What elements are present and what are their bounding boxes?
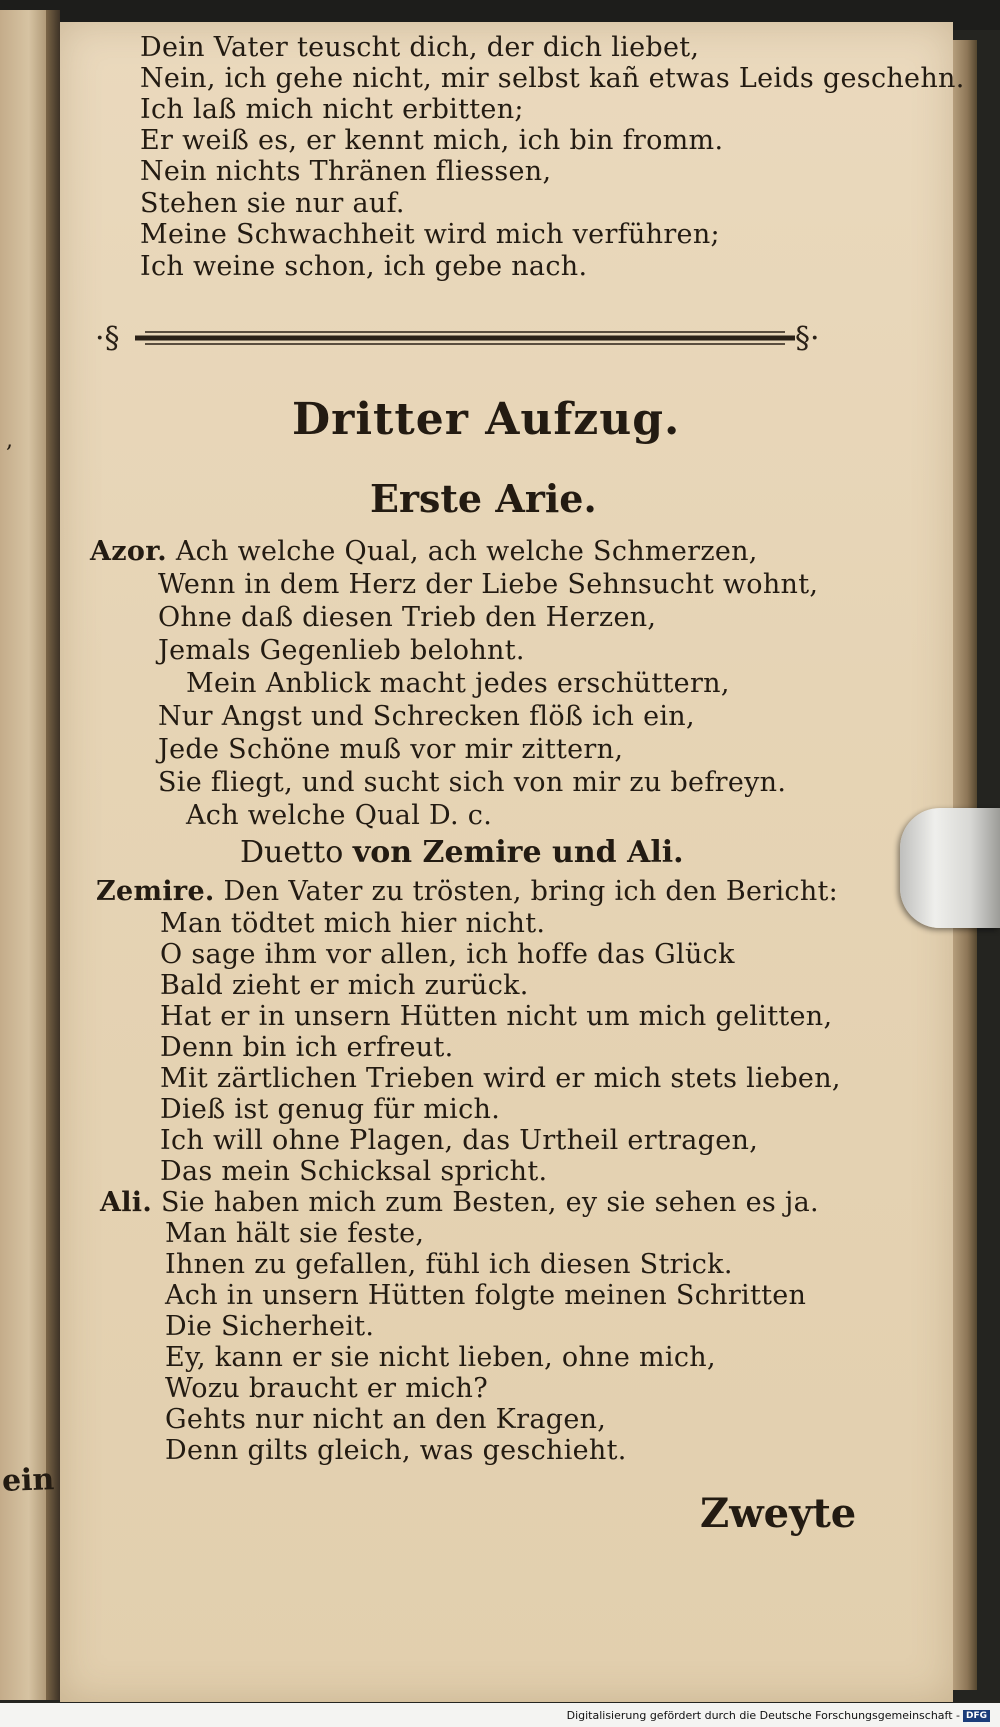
duetto-line: Das mein Schicksal spricht.: [160, 1156, 548, 1187]
speaker-zemire: Zemire.: [96, 876, 215, 907]
duetto-line: Denn gilts gleich, was geschieht.: [165, 1435, 627, 1466]
left-page-mark: ,: [6, 428, 13, 453]
aria-line: Wenn in dem Herz der Liebe Sehnsucht wohnt,: [158, 569, 819, 600]
verse-line: Ich weine schon, ich gebe nach.: [140, 251, 588, 282]
act-title: Dritter Aufzug.: [292, 394, 681, 445]
verse-line: Stehen sie nur auf.: [140, 188, 405, 219]
footer-credit: Digitalisierung gefördert durch die Deutsche Forschungsgemeinschaft -: [566, 1709, 960, 1722]
svg-text:·§: ·§: [95, 321, 120, 356]
verse-line: Dein Vater teuscht dich, der dich liebet,: [140, 32, 700, 63]
duetto-line: Ich will ohne Plagen, das Urtheil ertragen,: [160, 1125, 759, 1156]
aria-line: Ach welche Qual, ach welche Schmerzen,: [175, 536, 758, 567]
verse-line: Ich laß mich nicht erbitten;: [140, 94, 524, 125]
duetto-line: Bald zieht er mich zurück.: [160, 970, 529, 1001]
duetto-title: [240, 835, 684, 870]
duetto-line: Gehts nur nicht an den Kragen,: [165, 1404, 607, 1435]
speaker-azor: Azor.: [90, 536, 167, 567]
speaker-ali: Ali.: [100, 1187, 153, 1218]
left-page-gutter: [46, 10, 60, 1700]
zemire-first-line: [96, 878, 838, 905]
duetto-line: Dieß ist genug für mich.: [160, 1094, 501, 1125]
footer: [567, 1709, 990, 1722]
duetto-line: Den Vater zu trösten, bring ich den Bericht:: [223, 876, 839, 907]
aria-line: Nur Angst und Schrecken flöß ich ein,: [158, 701, 695, 732]
aria-line: Jemals Gegenlieb belohnt.: [158, 635, 525, 666]
left-page: [0, 10, 55, 1700]
duetto-title-prefix: Duetto: [240, 835, 344, 870]
verse-line: Meine Schwachheit wird mich verführen;: [140, 219, 720, 250]
aria-line: Mein Anblick macht jedes erschüttern,: [186, 668, 730, 699]
dfg-logo: DFG: [963, 1710, 990, 1722]
duetto-line: Hat er in unsern Hütten nicht um mich gelitten,: [160, 1001, 833, 1032]
aria-first-line: [90, 538, 758, 565]
duetto-line: Ey, kann er sie nicht lieben, ohne mich,: [165, 1342, 716, 1373]
duetto-line: Man tödtet mich hier nicht.: [160, 908, 546, 939]
left-page-fragment: ein: [1, 1462, 55, 1499]
verse-line: Nein, ich gehe nicht, mir selbst kañ etwas Leids geschehn.: [140, 63, 965, 94]
duetto-line: Wozu braucht er mich?: [165, 1373, 488, 1404]
ornamental-rule: [95, 318, 840, 358]
verse-line: Nein nichts Thränen fliessen,: [140, 156, 552, 187]
aria-line: Jede Schöne muß vor mir zittern,: [158, 734, 624, 765]
duetto-line: Ach in unsern Hütten folgte meinen Schritten: [165, 1280, 807, 1311]
aria-line: Ach welche Qual D. c.: [186, 800, 493, 831]
duetto-line: Mit zärtlichen Trieben wird er mich stets lieben,: [160, 1063, 841, 1094]
duetto-title-rest: von Zemire und Ali.: [352, 835, 684, 870]
page-clip: [900, 808, 1000, 928]
catchword: Zweyte: [700, 1490, 857, 1537]
svg-text:§·: §·: [795, 321, 820, 356]
duetto-line: O sage ihm vor allen, ich hoffe das Glück: [160, 939, 735, 970]
duetto-line: Man hält sie feste,: [165, 1218, 425, 1249]
aria-line: Sie fliegt, und sucht sich von mir zu befreyn.: [158, 767, 787, 798]
duetto-line: Ihnen zu gefallen, fühl ich diesen Strick.: [165, 1249, 733, 1280]
ali-first-line: [100, 1189, 819, 1216]
duetto-line: Die Sicherheit.: [165, 1311, 375, 1342]
aria-title: Erste Arie.: [370, 476, 597, 521]
duetto-line: Sie haben mich zum Besten, ey sie sehen es ja.: [160, 1187, 819, 1218]
aria-line: Ohne daß diesen Trieb den Herzen,: [158, 602, 657, 633]
duetto-line: Denn bin ich erfreut.: [160, 1032, 454, 1063]
verse-line: Er weiß es, er kennt mich, ich bin fromm.: [140, 125, 724, 156]
